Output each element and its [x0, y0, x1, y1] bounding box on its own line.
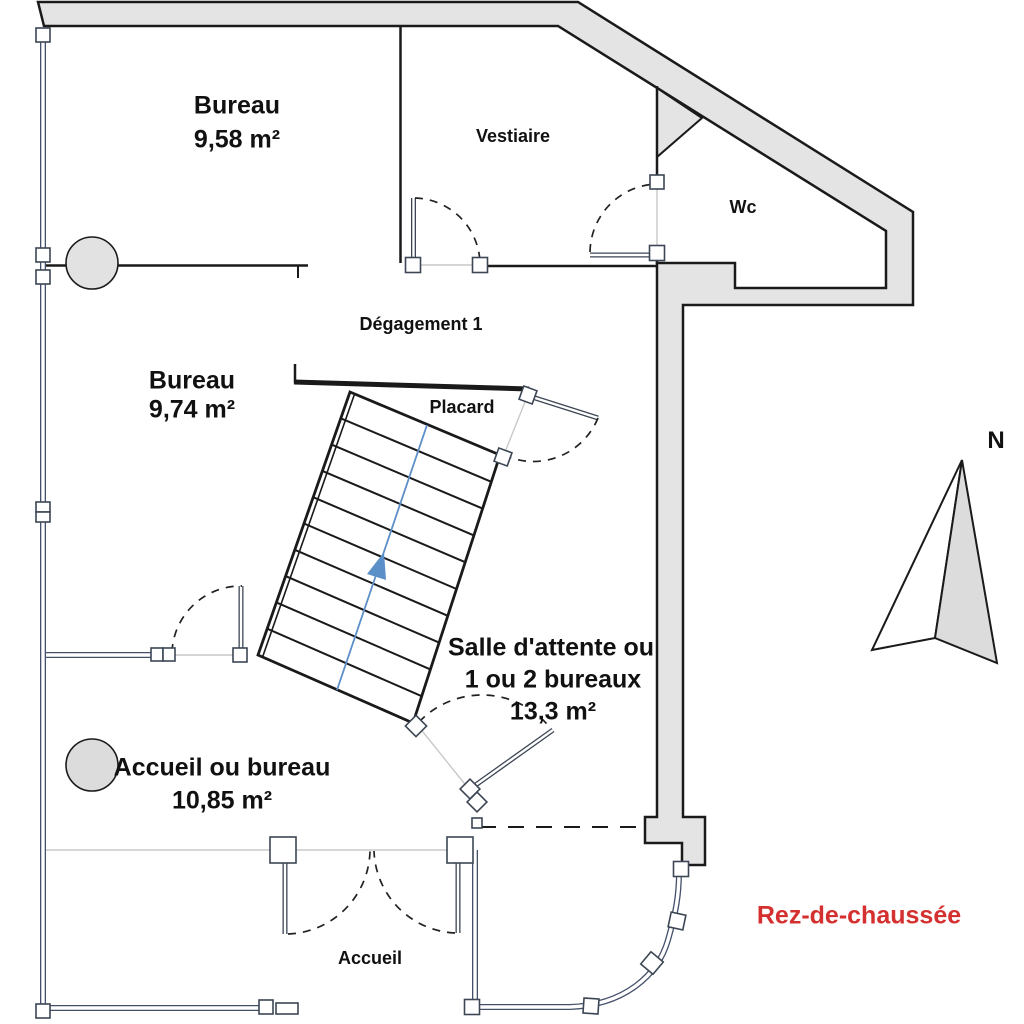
room-area-accueil-bureau: 10,85 m² — [171, 786, 273, 815]
north-arrow-icon — [872, 460, 997, 663]
compass-label: N — [987, 427, 1005, 455]
staircase — [258, 392, 500, 723]
room-label-vestiaire: Vestiaire — [475, 126, 551, 147]
room-label-accueil-bureau: Accueil ou bureau — [113, 753, 331, 782]
room-label-wc: Wc — [729, 197, 757, 218]
columns — [66, 237, 118, 791]
room-label-accueil: Accueil — [337, 948, 403, 969]
room-label-salle-attente-1: Salle d'attente ou — [448, 633, 654, 662]
room-label-bureau-top: Bureau — [193, 91, 281, 120]
room-area-bureau-mid: 9,74 m² — [148, 395, 236, 424]
floor-title: Rez-de-chaussée — [756, 901, 962, 930]
partition-walls — [44, 27, 657, 389]
room-label-degagement: Dégagement 1 — [359, 314, 483, 335]
room-label-salle-attente-2: 1 ou 2 bureaux — [464, 665, 642, 694]
room-label-placard: Placard — [429, 397, 495, 418]
room-area-bureau-top: 9,58 m² — [193, 125, 281, 154]
room-area-salle-attente: 13,3 m² — [509, 697, 597, 726]
room-label-bureau-mid: Bureau — [148, 366, 236, 395]
